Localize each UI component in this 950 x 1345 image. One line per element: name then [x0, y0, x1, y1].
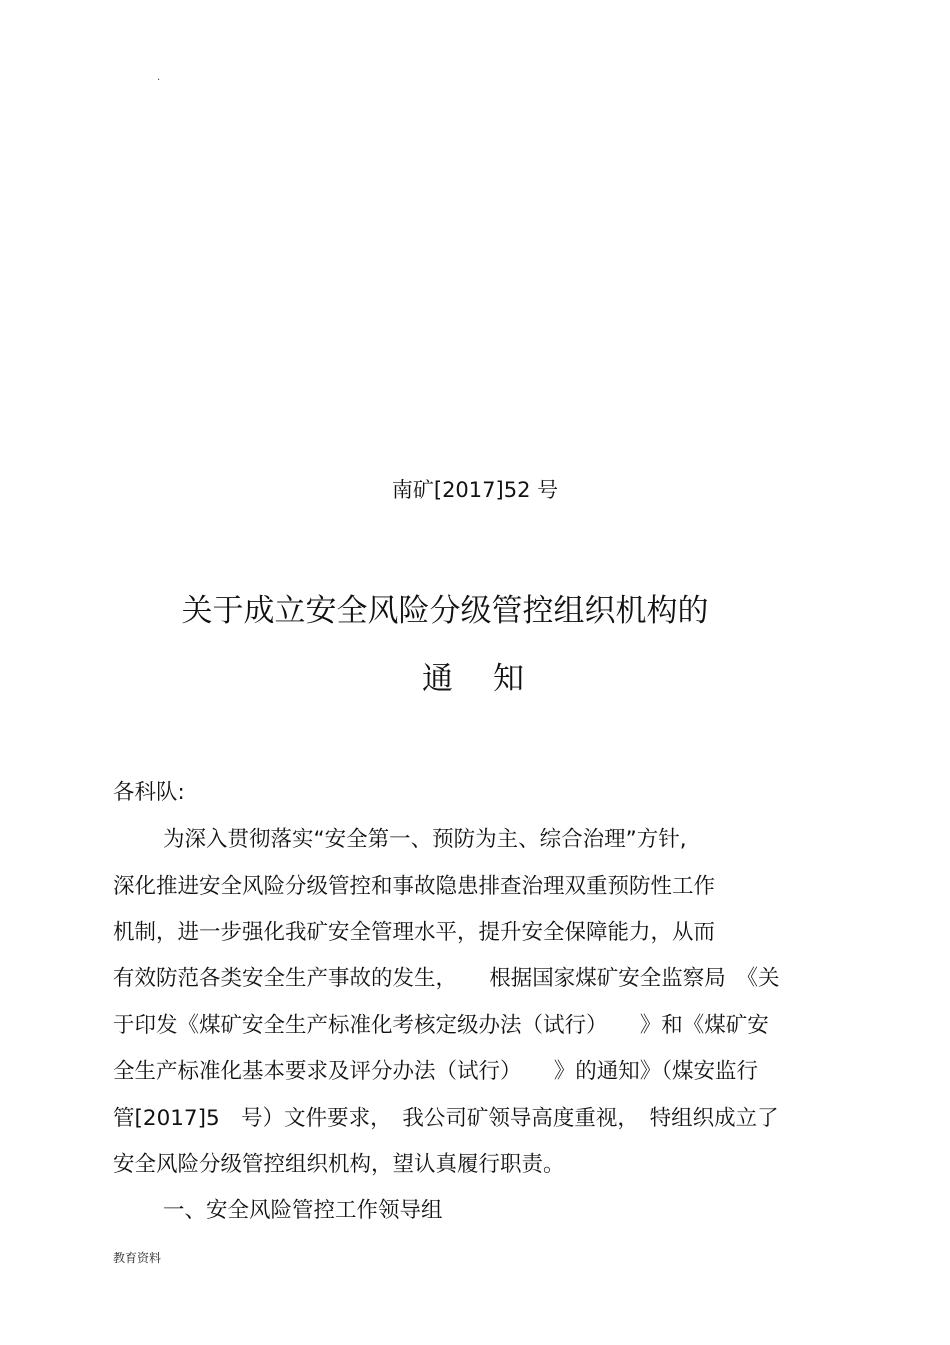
paragraph-line-2: 深化推进安全风险分级管控和事故隐患排查治理双重预防性工作	[113, 874, 716, 899]
page-dot: .	[157, 72, 161, 83]
paragraph-line-6: 全生产标准化基本要求及评分办法（试行） 》的通知》（煤安监行	[113, 1059, 759, 1084]
paragraph-line-8: 安全风险分级管控组织机构，望认真履行职责。	[113, 1152, 565, 1177]
section-heading: 一、安全风险管控工作领导组	[163, 1198, 443, 1223]
title-word-zhi: 知	[493, 661, 524, 697]
paragraph-line-3: 机制，进一步强化我矿安全管理水平，提升安全保障能力，从而	[113, 920, 716, 945]
document-title-line-1: 关于成立安全风险分级管控组织机构的	[181, 593, 709, 629]
document-title-line-2	[0, 653, 946, 698]
title-word-tong: 通	[422, 661, 453, 697]
footer-label: 教育资料	[113, 1251, 162, 1265]
paragraph-line-4: 有效防范各类安全生产事故的发生， 根据国家煤矿安全监察局 《关	[113, 966, 780, 991]
document-number: 南矿[2017]52 号	[391, 478, 559, 502]
paragraph-line-7: 管[2017]5 号）文件要求， 我公司矿领导高度重视， 特组织成立了	[113, 1106, 779, 1131]
salutation: 各科队:	[113, 780, 185, 805]
paragraph-line-1: 为深入贯彻落实“安全第一、预防为主、综合治理”方针,	[163, 827, 687, 852]
paragraph-line-5: 于印发《煤矿安全生产标准化考核定级办法（试行） 》和《煤矿安	[113, 1013, 769, 1038]
